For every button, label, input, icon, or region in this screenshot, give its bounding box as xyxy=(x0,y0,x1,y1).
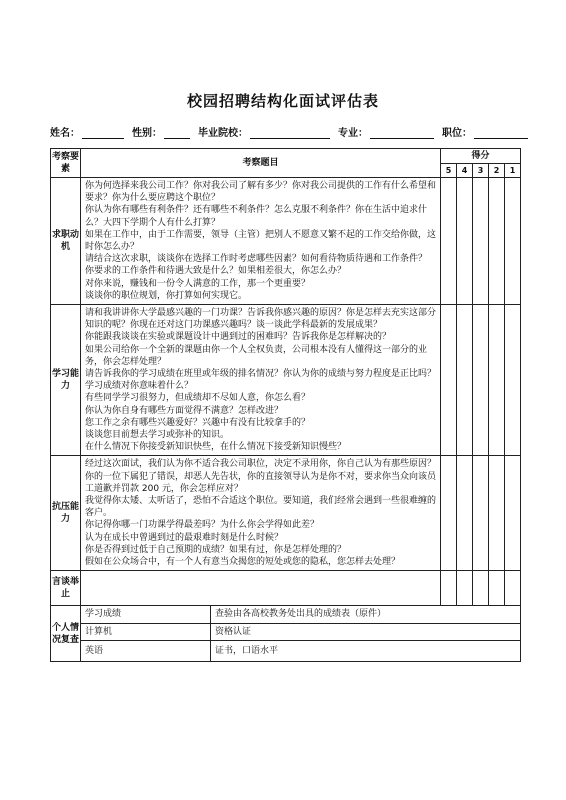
review-method: 资格认证 xyxy=(211,623,521,640)
question-item: 你要求的工作条件和待遇大致是什么？如果相差很大，你怎么办？ xyxy=(85,266,347,277)
question-item: 如果在工作中，由于工作需要，领导（主管）把别人不愿意又繁不起的工作交给你做，这时你怎么办？ xyxy=(85,229,437,253)
question-item: 假如在公众场合中，有一个人有意当众揭您的短处或您的隐私，您怎样去处理？ xyxy=(85,557,401,568)
question-item: 你为何选择来我公司工作？你对我公司了解有多少？你对我公司提供的工作有什么希望和要求？你为什么要应聘这个职位？ xyxy=(85,181,437,204)
question-item: 请告诉我你的学习成绩在班里或年级的排名情况？你认为你的成绩与努力程度是正比吗？学习成绩对你意味着什么？ xyxy=(85,369,437,392)
score-cell[interactable] xyxy=(473,305,489,456)
review-row xyxy=(51,606,521,623)
score-cell[interactable] xyxy=(457,456,473,571)
score-cell[interactable] xyxy=(489,305,505,456)
question-item: 你的一位下属犯了错误，却恶人先告状，你的直接领导认为是你不对，要求你当众向该员工道歉并罚款 200 元，你会怎样应对？ xyxy=(85,471,437,494)
section-category: 求职动机 xyxy=(51,178,81,305)
gender-field[interactable] xyxy=(164,127,190,139)
scale-3: 3 xyxy=(473,164,489,178)
section-row xyxy=(51,456,521,571)
score-cell[interactable] xyxy=(505,456,521,571)
scale-1: 1 xyxy=(505,164,521,178)
score-cell[interactable] xyxy=(441,178,457,305)
review-item: 英语 xyxy=(81,640,211,661)
question-item: 在什么情况下你接受新知识快些，在什么情况下接受新知识慢些？ xyxy=(85,442,347,453)
section-row xyxy=(51,571,521,606)
question-item: 谈谈你的职位规划，你打算如何实现它。 xyxy=(85,290,248,301)
question-list xyxy=(81,178,441,305)
question-item: 您工作之余有哪些兴趣爱好？兴趣中有没有比较拿手的？ xyxy=(85,417,311,428)
score-cell[interactable] xyxy=(441,456,457,571)
review-category: 个人情况复查 xyxy=(51,606,81,661)
header-questions: 考察题目 xyxy=(81,149,441,178)
score-cell[interactable] xyxy=(473,178,489,305)
school-label: 毕业院校： xyxy=(198,128,248,139)
score-cell[interactable] xyxy=(489,571,505,606)
score-cell[interactable] xyxy=(505,178,521,305)
question-item: 经过这次面试，我们认为你不适合我公司职位，决定不录用你，你自己认为有那些原因？ xyxy=(85,459,437,470)
name-field[interactable] xyxy=(82,127,124,139)
question-item: 如果公司给你一个全新的课题由你一个人全权负责，公司根本没有人懂得这一部分的业务，你会怎样处理？ xyxy=(85,344,428,367)
question-item: 你认为你自身有哪些方面觉得不满意？怎样改进？ xyxy=(85,405,284,416)
question-item: 请结合这次求职，谈谈你在选择工作时考虑哪些因素？如何看待物质待遇和工作条件？ xyxy=(85,254,428,265)
question-item: 你记得你哪一门功课学得最差吗？为什么你会学得如此差？ xyxy=(85,520,320,531)
section-row xyxy=(51,305,521,456)
score-cell[interactable] xyxy=(505,305,521,456)
score-cell[interactable] xyxy=(441,305,457,456)
score-cell[interactable] xyxy=(489,178,505,305)
review-method: 证书，口语水平 xyxy=(211,640,521,661)
page-title: 校园招聘结构化面试评估表 xyxy=(186,92,379,110)
question-item: 认为在成长中曾遇到过的最艰难时刻是什么时候？ xyxy=(85,532,284,543)
section-category: 学习能力 xyxy=(51,305,81,456)
question-item: 有些同学学习很努力，但成绩却不尽如人意，你怎么看？ xyxy=(85,393,311,404)
question-item: 你是否得到过低于自己预期的成绩？如果有过，你是怎样处理的？ xyxy=(85,544,347,555)
score-cell[interactable] xyxy=(457,305,473,456)
header-score: 得分 xyxy=(441,149,521,164)
score-cell[interactable] xyxy=(489,456,505,571)
school-field[interactable] xyxy=(250,127,330,139)
section-row xyxy=(51,178,521,305)
name-label: 姓名： xyxy=(50,128,80,139)
scale-4: 4 xyxy=(457,164,473,178)
score-cell[interactable] xyxy=(505,571,521,606)
review-item: 计算机 xyxy=(81,623,211,640)
review-row xyxy=(51,640,521,661)
score-cell[interactable] xyxy=(473,571,489,606)
major-field[interactable] xyxy=(370,127,434,139)
score-cell[interactable] xyxy=(457,178,473,305)
question-item: 你能跟我谈谈在实验或课题设计中遇到过的困难吗？告诉我你是怎样解决的？ xyxy=(85,332,392,343)
question-list xyxy=(81,456,441,571)
major-label: 专业： xyxy=(338,128,368,139)
score-cell[interactable] xyxy=(441,571,457,606)
candidate-info-row xyxy=(50,124,530,139)
gender-label: 性别： xyxy=(132,128,162,139)
scale-2: 2 xyxy=(489,164,505,178)
question-list[interactable] xyxy=(81,571,441,606)
section-category: 抗压能力 xyxy=(51,456,81,571)
review-item: 学习成绩 xyxy=(81,606,211,623)
question-item: 谈谈您目前想去学习或弥补的知识。 xyxy=(85,430,230,441)
evaluation-table xyxy=(50,148,521,662)
question-item: 我觉得你太矮、太听话了，恐怕不合适这个职位。要知道，我们经常会遇到一些很难缠的客户。 xyxy=(85,496,437,519)
scale-5: 5 xyxy=(441,164,457,178)
score-cell[interactable] xyxy=(473,456,489,571)
question-item: 请和我讲讲你大学最感兴趣的一门功课？告诉我你感兴趣的原因？你是怎样去充实这部分知识的呢？你现在还对这门功课感兴趣吗？谈一谈此学科最新的发展成果？ xyxy=(85,308,437,331)
section-category: 言谈举止 xyxy=(51,571,81,606)
question-item: 对你来说，赚钱和一份令人满意的工作，那一个更重要？ xyxy=(85,278,311,289)
score-cell[interactable] xyxy=(457,571,473,606)
question-item: 你认为你有哪些有利条件？还有哪些不利条件？怎么克服不利条件？你在生活中追求什么？大四下学期个人有什么打算？ xyxy=(85,205,428,228)
review-method: 查验由各高校教务处出具的成绩表（原件） xyxy=(211,606,521,623)
header-row xyxy=(51,149,521,164)
header-category: 考察要素 xyxy=(51,149,81,178)
review-row xyxy=(51,623,521,640)
position-field[interactable] xyxy=(474,127,528,139)
position-label: 职位： xyxy=(442,128,472,139)
question-list xyxy=(81,305,441,456)
